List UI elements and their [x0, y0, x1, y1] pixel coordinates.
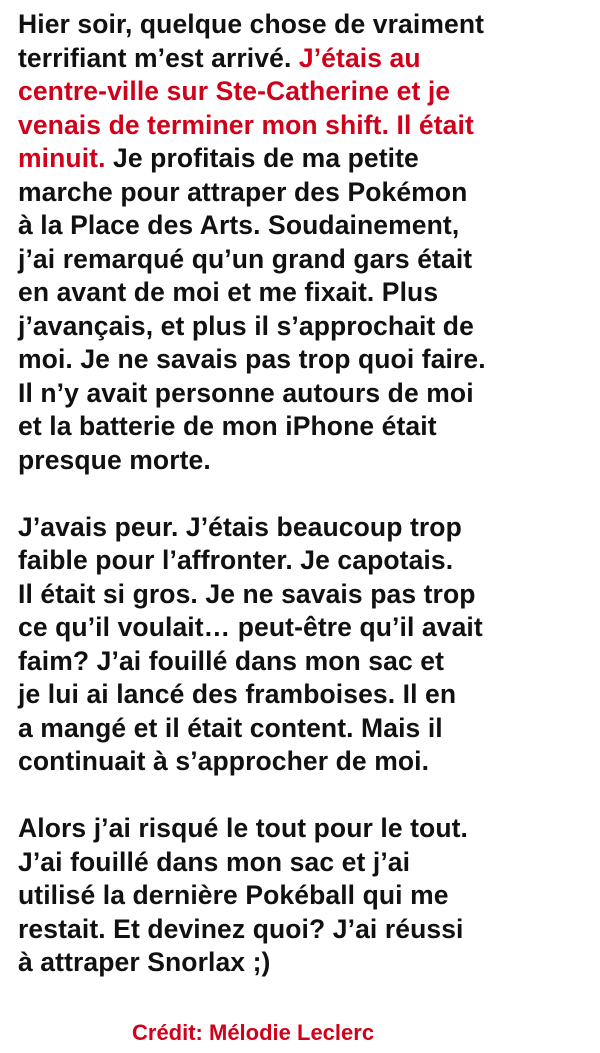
story-line: J’avais peur. J’étais beaucoup trop: [18, 511, 462, 542]
story-line: ce qu’il voulait… peut-être qu’il avait: [18, 612, 483, 642]
story-line: a mangé et il était content. Mais il: [18, 712, 443, 743]
paragraph-3: [18, 812, 588, 980]
story-line: faim? J’ai fouillé dans mon sac et: [18, 645, 445, 676]
story-line: à la Place des Arts. Soudainement,: [18, 210, 460, 240]
story-text: [18, 8, 588, 980]
story-line: minuit. Je profitais de ma petite: [18, 143, 419, 173]
story-line: et la batterie de mon iPhone était: [18, 411, 437, 441]
story-line: j’avançais, et plus il s’approchait de: [18, 310, 474, 341]
story-line: Il était si gros. Je ne savais pas trop: [18, 578, 476, 609]
credit-line: Crédit: Mélodie Leclerc: [132, 1020, 375, 1045]
story-line: Il n’y avait personne autours de moi: [18, 377, 474, 408]
paragraph-1: [18, 8, 588, 477]
story-line: restait. Et devinez quoi? J’ai réussi: [18, 913, 464, 944]
paragraph-gap: [18, 779, 588, 813]
story-line: à attraper Snorlax ;): [18, 947, 271, 977]
story-line: j’ai remarqué qu’un grand gars était: [18, 243, 473, 274]
story-line: faible pour l’affronter. Je capotais.: [18, 545, 454, 575]
story-line: Hier soir, quelque chose de vraiment: [18, 9, 485, 39]
highlighted-text: minuit.: [18, 143, 106, 173]
story-line: continuait à s’approcher de moi.: [18, 746, 430, 776]
story-line: utilisé la dernière Pokéball qui me: [18, 880, 449, 910]
paragraph-gap: [18, 477, 588, 511]
story-line: presque morte.: [18, 444, 211, 475]
highlighted-text: J’étais au: [298, 42, 421, 73]
story-line: Alors j’ai risqué le tout pour le tout.: [18, 813, 469, 843]
story-line: marche pour attraper des Pokémon: [18, 176, 468, 207]
highlighted-text: venais de terminer mon shift. Il était: [18, 109, 474, 140]
paragraph-2: [18, 511, 588, 779]
highlighted-text: centre-ville sur Ste-Catherine et je: [18, 76, 451, 106]
story-line: terrifiant m’est arrivé. J’étais au: [18, 42, 421, 73]
story-line: en avant de moi et me fixait. Plus: [18, 277, 439, 307]
story-line: J’ai fouillé dans mon sac et j’ai: [18, 846, 411, 877]
story-line: moi. Je ne savais pas trop quoi faire.: [18, 344, 486, 374]
story-line: je lui ai lancé des framboises. Il en: [18, 679, 457, 709]
